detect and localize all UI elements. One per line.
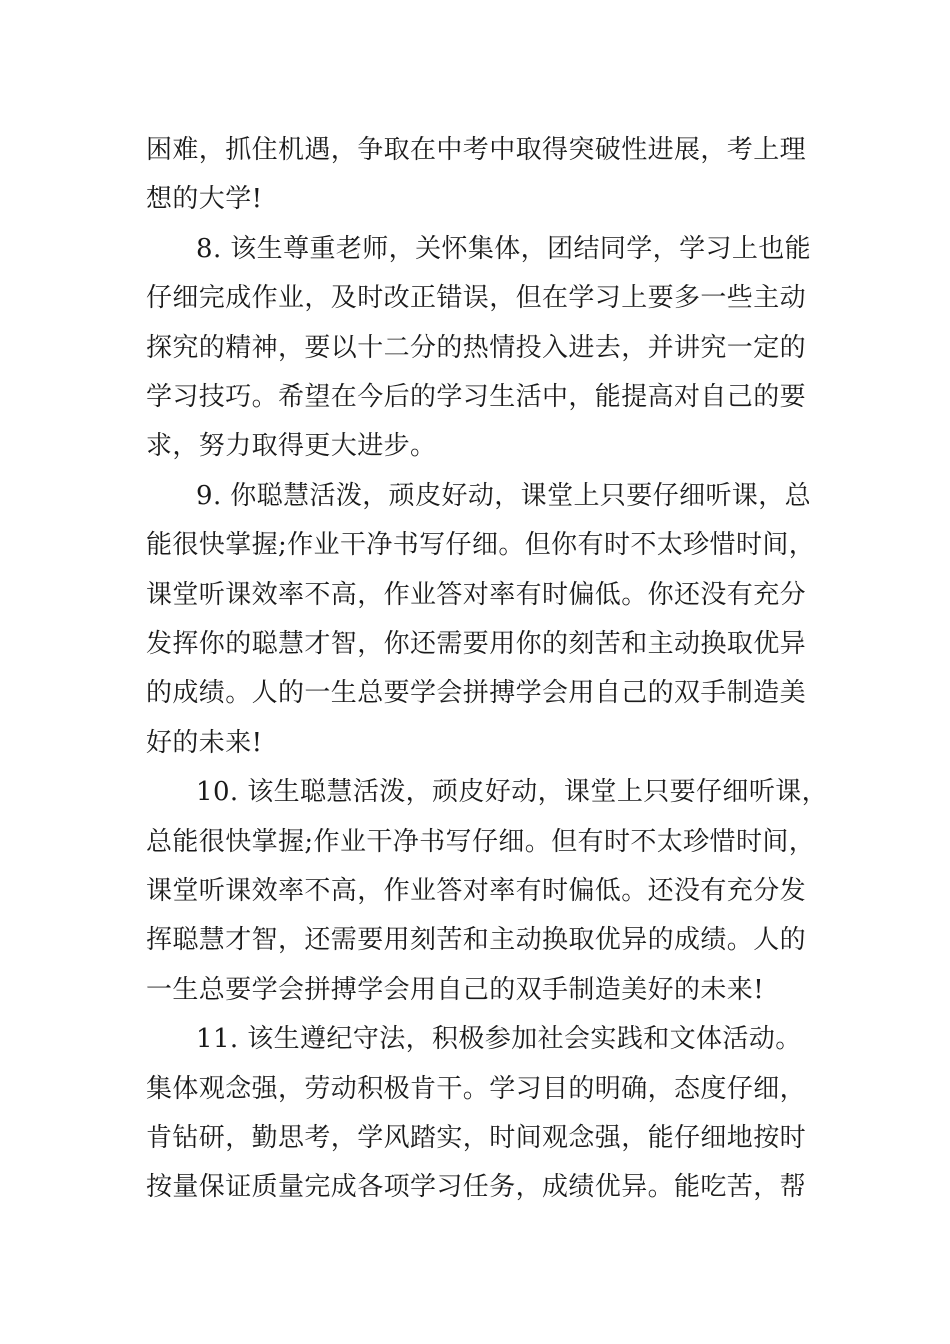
text-line: 肯钻研，勤思考，学风踏实，时间观念强，能仔细地按时: [146, 1123, 807, 1153]
text-line: 想的大学!: [146, 184, 263, 214]
text-line: 仔细完成作业，及时改正错误，但在学习上要多一些主动: [146, 283, 807, 313]
text-line: 探究的精神，要以十二分的热情投入进去，并讲究一定的: [146, 333, 807, 363]
text-line: 一生总要学会拼搏学会用自己的双手制造美好的未来!: [146, 975, 765, 1005]
text-line: 好的未来!: [146, 728, 263, 758]
text-line: 集体观念强，劳动积极肯干。学习目的明确，态度仔细，: [146, 1074, 807, 1104]
text-line: 挥聪慧才智，还需要用刻苦和主动换取优异的成绩。人的: [146, 925, 807, 955]
text-line: 求，努力取得更大进步。: [146, 431, 437, 461]
text-line: 课堂听课效率不高，作业答对率有时偏低。你还没有充分: [146, 580, 807, 610]
text-line: 困难，抓住机遇，争取在中考中取得突破性进展，考上理: [146, 135, 807, 165]
text-line: 按量保证质量完成各项学习任务，成绩优异。能吃苦，帮: [146, 1172, 807, 1202]
paragraph-start-10: 10. 该生聪慧活泼，顽皮好动，课堂上只要仔细听课，: [196, 777, 829, 807]
text-line: 总能很快掌握;作业干净书写仔细。但有时不太珍惜时间，: [146, 827, 816, 857]
text-line: 发挥你的聪慧才智，你还需要用你的刻苦和主动换取优异: [146, 629, 807, 659]
text-line: 学习技巧。希望在今后的学习生活中，能提高对自己的要: [146, 382, 807, 412]
text-line: 课堂听课效率不高，作业答对率有时偏低。还没有充分发: [146, 876, 807, 906]
paragraph-start-9: 9. 你聪慧活泼，顽皮好动，课堂上只要仔细听课，总: [196, 481, 812, 511]
paragraph-start-11: 11. 该生遵纪守法，积极参加社会实践和文体活动。: [196, 1024, 802, 1054]
text-line: 的成绩。人的一生总要学会拼搏学会用自己的双手制造美: [146, 678, 807, 708]
text-line: 能很快掌握;作业干净书写仔细。但你有时不太珍惜时间，: [146, 530, 816, 560]
paragraph-start-8: 8. 该生尊重老师，关怀集体，团结同学，学习上也能: [196, 234, 812, 264]
